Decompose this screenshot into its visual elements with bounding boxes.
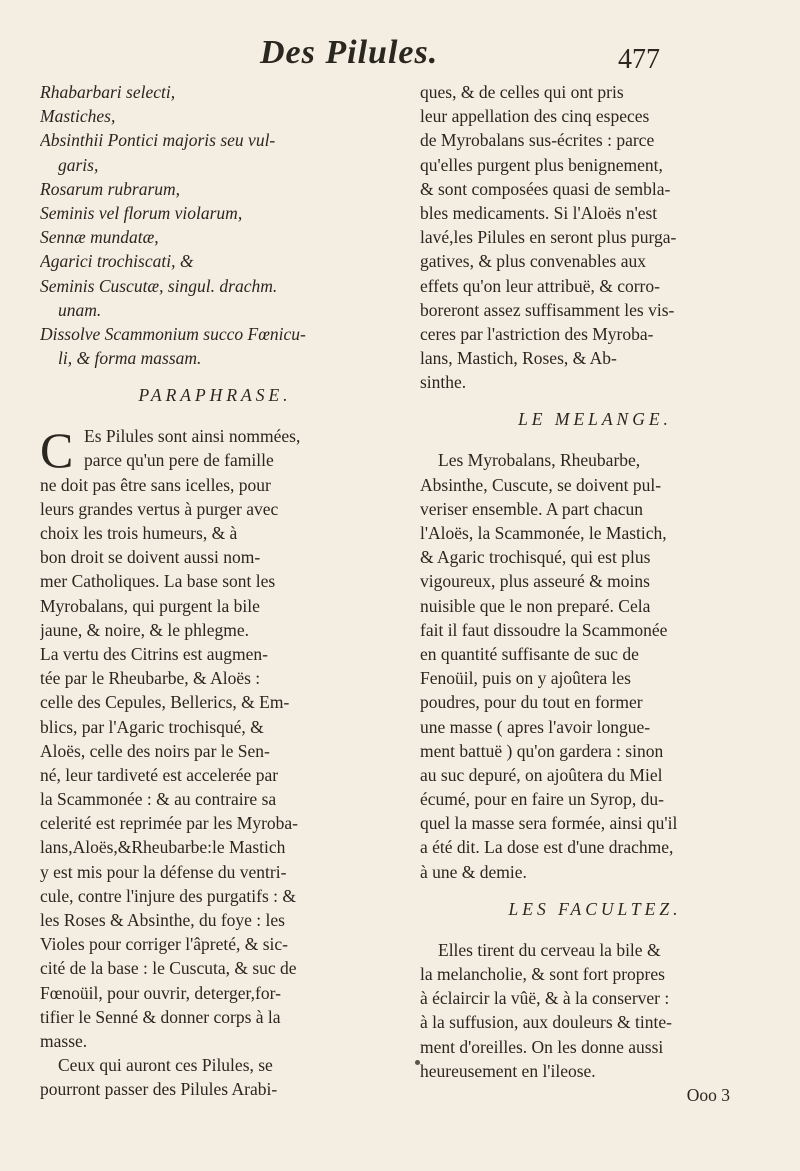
text-line: effets qu'on leur attribuë, & corro- — [420, 275, 660, 296]
text-line: Ceux qui auront ces Pilules, se — [58, 1055, 273, 1076]
text-line: lavé,les Pilules en seront plus purga- — [420, 227, 677, 248]
text-line: celerité est reprimée par les Myroba- — [40, 813, 298, 834]
text-line: Fenoüil, puis on y ajoûtera les — [420, 668, 631, 689]
text-line: tée par le Rheubarbe, & Aloës : — [40, 668, 261, 689]
section-heading-paraphrase: PARAPHRASE. — [138, 385, 292, 406]
text-line: Es Pilules sont ainsi nommées, — [84, 426, 301, 447]
recipe-line: Seminis vel florum violarum, — [40, 202, 243, 223]
text-line: sinthe. — [420, 372, 467, 393]
text-line: Aloës, celle des noirs par le Sen- — [40, 740, 270, 761]
text-line: jaune, & noire, & le phlegme. — [40, 619, 249, 640]
section-heading-facultez: LES FACULTEZ. — [508, 898, 682, 919]
recipe-line: Absinthii Pontici majoris seu vul- — [40, 130, 276, 151]
text-line: écumé, pour en faire un Syrop, du- — [420, 789, 664, 810]
text-line: cité de la base : le Cuscuta, & suc de — [40, 958, 297, 979]
text-line: vigoureux, plus asseuré & moins — [420, 571, 650, 592]
text-line: Absinthe, Cuscute, se doivent pul- — [420, 474, 662, 495]
text-line: leurs grandes vertus à purger avec — [40, 498, 279, 519]
text-line: choix les trois humeurs, & à — [40, 523, 238, 543]
text-line: ment d'oreilles. On les donne aussi — [420, 1036, 664, 1057]
text-line: heureusement en l'ileose. — [420, 1060, 596, 1081]
text-line: ceres par l'astriction des Myroba- — [420, 323, 654, 344]
text-line: nuisible que le non preparé. Cela — [420, 595, 651, 616]
text-line: gatives, & plus convenables aux — [420, 251, 646, 272]
text-line: bon droit se doivent aussi nom- — [40, 547, 261, 568]
text-line: de Myrobalans sus-écrites : parce — [420, 130, 655, 151]
text-line: La vertu des Citrins est augmen- — [40, 643, 268, 664]
text-line: celle des Cepules, Bellerics, & Em- — [40, 692, 290, 713]
text-line: les Roses & Absinthe, du foye : les — [40, 910, 285, 930]
text-line: au suc depuré, on ajoûtera du Miel — [420, 764, 663, 785]
text-line: la Scammonée : & au contraire sa — [40, 789, 277, 810]
recipe-line: Rhabarbari selecti, — [40, 82, 176, 102]
text-line: Violes pour corriger l'âpreté, & sic- — [40, 934, 288, 955]
text-line: à la suffusion, aux douleurs & tinte- — [420, 1012, 672, 1033]
catchword: Ooo 3 — [686, 1084, 730, 1105]
text-line: qu'elles purgent plus benignement, — [420, 154, 663, 175]
text-line: fait il faut dissoudre la Scammonée — [420, 619, 668, 640]
recipe-line: unam. — [58, 299, 102, 320]
recipe-line: li, & forma massam. — [58, 348, 202, 369]
text-line: pourront passer des Pilules Arabi- — [40, 1079, 278, 1100]
text-line: cule, contre l'injure des purgatifs : & — [40, 885, 297, 906]
drop-cap: C — [40, 422, 74, 479]
left-column — [40, 80, 390, 1102]
text-line: masse. — [40, 1030, 88, 1051]
text-line: & sont composées quasi de sembla- — [420, 178, 671, 199]
text-line: une masse ( apres l'avoir longue- — [420, 716, 651, 737]
text-line: ment battuë ) qu'on gardera : sinon — [420, 740, 664, 761]
recipe-line: garis, — [58, 154, 99, 175]
text-line: veriser ensemble. A part chacun — [420, 498, 644, 519]
recipe-line: Agarici trochiscati, & — [40, 251, 194, 272]
text-line: Elles tirent du cerveau la bile & — [438, 939, 661, 960]
recipe-line: Mastiches, — [40, 106, 116, 127]
text-line: à une & demie. — [420, 861, 527, 882]
text-line: Les Myrobalans, Rheubarbe, — [438, 450, 641, 471]
text-line: poudres, pour du tout en former — [420, 692, 643, 713]
text-line: Fœnoüil, pour ouvrir, deterger,for- — [40, 982, 281, 1003]
text-line: parce qu'un pere de famille — [84, 450, 274, 471]
text-line: né, leur tardiveté est accelerée par — [40, 764, 279, 785]
text-line: lans,Aloës,&Rheubarbe:le Mastich — [40, 837, 286, 858]
recipe-line: Dissolve Scammonium succo Fœnicu- — [40, 323, 306, 344]
recipe-list — [40, 80, 390, 370]
ink-dot-ornament — [415, 1060, 420, 1065]
text-line: la melancholie, & sont fort propres — [420, 964, 665, 984]
right-column — [420, 80, 770, 1107]
recipe-line: Seminis Cuscutæ, singul. drachm. — [40, 275, 278, 296]
text-line: mer Catholiques. La base sont les — [40, 571, 276, 592]
section-heading-melange: LE MELANGE. — [518, 409, 672, 430]
text-line: ques, & de celles qui ont pris — [420, 82, 624, 102]
text-line: ne doit pas être sans icelles, pour — [40, 474, 271, 495]
running-title: Des Pilules. — [260, 34, 439, 71]
text-line: en quantité suffisante de suc de — [420, 643, 639, 664]
text-line: y est mis pour la défense du ventri- — [40, 861, 287, 882]
text-line: tifier le Senné & donner corps à la — [40, 1006, 281, 1027]
text-line: leur appellation des cinq especes — [420, 106, 650, 127]
melange-paragraph — [420, 448, 770, 883]
text-line: lans, Mastich, Roses, & Ab- — [420, 348, 617, 369]
text-line: blics, par l'Agaric trochisqué, & — [40, 716, 264, 737]
text-line: l'Aloës, la Scammonée, le Mastich, — [420, 523, 667, 543]
paraphrase-paragraph — [40, 424, 390, 1101]
text-line: à éclaircir la vûë, & à la conserver : — [420, 988, 670, 1009]
text-line: boreront assez suffisamment les vis- — [420, 299, 675, 320]
text-line: bles medicaments. Si l'Aloës n'est — [420, 202, 658, 223]
text-line: a été dit. La dose est d'une drachme, — [420, 837, 674, 858]
text-line: quel la masse sera formée, ainsi qu'il — [420, 813, 678, 834]
recipe-line: Rosarum rubrarum, — [40, 178, 181, 199]
running-head — [0, 30, 800, 78]
text-line: & Agaric trochisqué, qui est plus — [420, 547, 651, 568]
recipe-line: Sennæ mundatæ, — [40, 227, 159, 248]
page-number: 477 — [618, 44, 660, 75]
text-line: Myrobalans, qui purgent la bile — [40, 595, 260, 616]
continued-paragraph — [420, 80, 770, 394]
facultez-paragraph — [420, 938, 770, 1083]
